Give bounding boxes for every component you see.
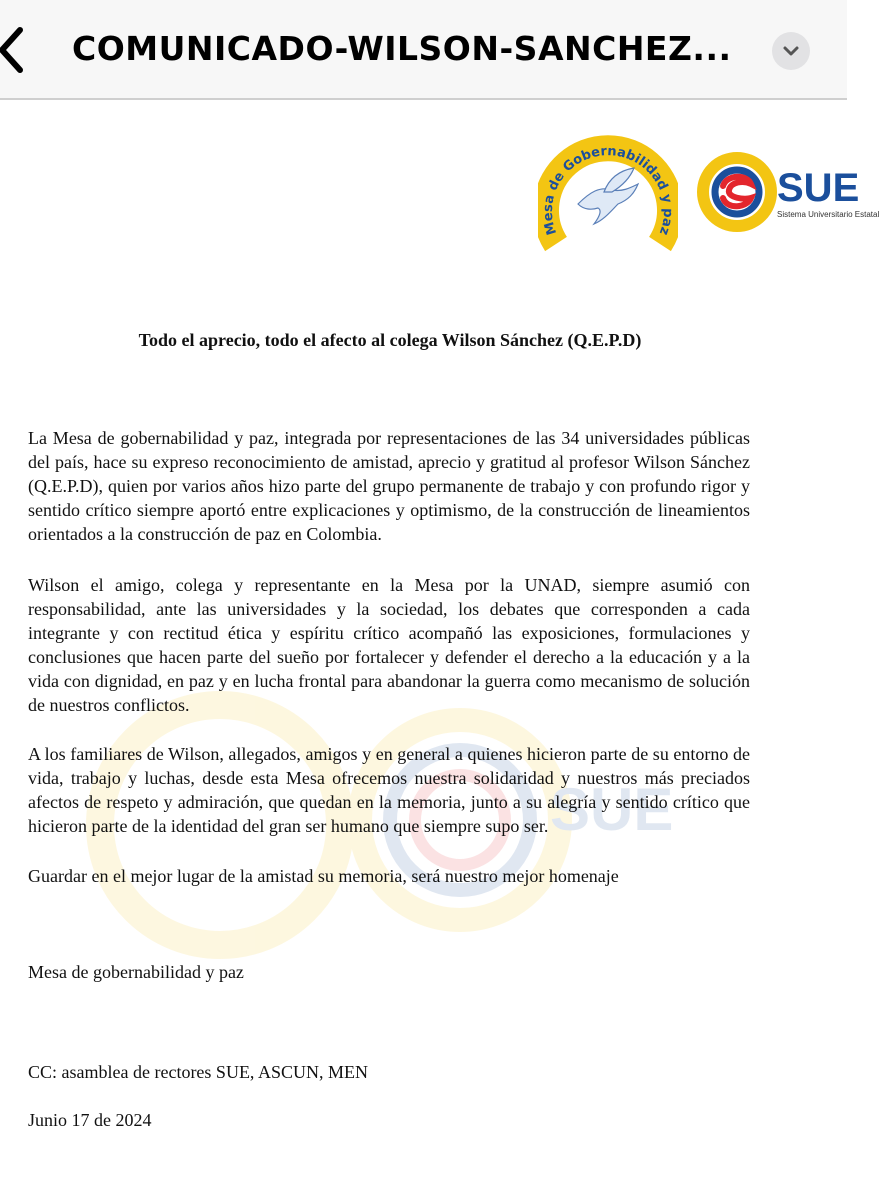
- letter-paragraph: La Mesa de gobernabilidad y paz, integrada por representaciones de las 34 universidades públicas del país, hace su expreso reconocimiento de amistad, aprecio y gratitud al profesor Wilson Sánchez (Q.E.P.D), quien por varios años hizo parte del grupo permanente de trabajo y con profundo rigor y sentido crítico siempre aportó entre explicaciones y optimismo, de la construcción de lineamientos orientados a la construcción de paz en Colombia.: [28, 428, 750, 544]
- mesa-gobernabilidad-logo: [538, 132, 678, 254]
- sue-emblem-icon: [697, 144, 777, 240]
- chevron-left-icon: [0, 20, 30, 80]
- document-header-bar: [0, 0, 847, 100]
- letter-paragraph: Wilson el amigo, colega y representante en la Mesa por la UNAD, siempre asumió con responsabilidad, ante las universidades y la sociedad, los debates que corresponden a cada integrante y con rectitud ética y espíritu crítico acompañó las exposiciones, formulaciones y conclusiones que hacen parte del sueño por fortalecer y defender el derecho a la educación y a la vida con dignidad, en paz y en lucha frontal para abandonar la guerra como mecanismo de solución de nuestros conflictos.: [28, 575, 750, 715]
- letter-signature: Mesa de gobernabilidad y paz: [28, 962, 244, 982]
- letter-paragraph: A los familiares de Wilson, allegados, amigos y en general a quienes hicieron parte de su entorno de vida, trabajo y luchas, desde esta Mesa ofrecemos nuestra solidaridad y nuestros más preciados afectos de respeto y admiración, que quedan en la memoria, junto a su alegría y sentido crítico que hicieron parte de la identidad del gran ser humano que siempre supo ser.: [28, 744, 750, 836]
- letter-closing: Guardar en el mejor lugar de la amistad su memoria, será nuestro mejor homenaje: [28, 866, 619, 886]
- svg-text:SUE: SUE: [550, 776, 674, 843]
- document-page: [0, 100, 879, 1200]
- mesa-logo-text: Mesa de Gobernabilidad y paz: [540, 143, 676, 237]
- sue-wordmark: SUE: [777, 166, 860, 210]
- letter-cc: CC: asamblea de rectores SUE, ASCUN, MEN: [28, 1062, 368, 1082]
- letter-date: Junio 17 de 2024: [28, 1110, 152, 1130]
- letter-heading: Todo el aprecio, todo el afecto al colega Wilson Sánchez (Q.E.P.D): [138, 330, 642, 350]
- dove-icon: [578, 168, 638, 224]
- chevron-down-icon: [781, 42, 801, 60]
- document-options-button[interactable]: [772, 32, 810, 70]
- document-title: COMUNICADO-WILSON-SANCHEZ...: [72, 29, 732, 68]
- back-button[interactable]: [0, 20, 30, 80]
- sue-subtitle: Sistema Universitario Estatal: [777, 210, 879, 219]
- sue-logo: [697, 144, 879, 240]
